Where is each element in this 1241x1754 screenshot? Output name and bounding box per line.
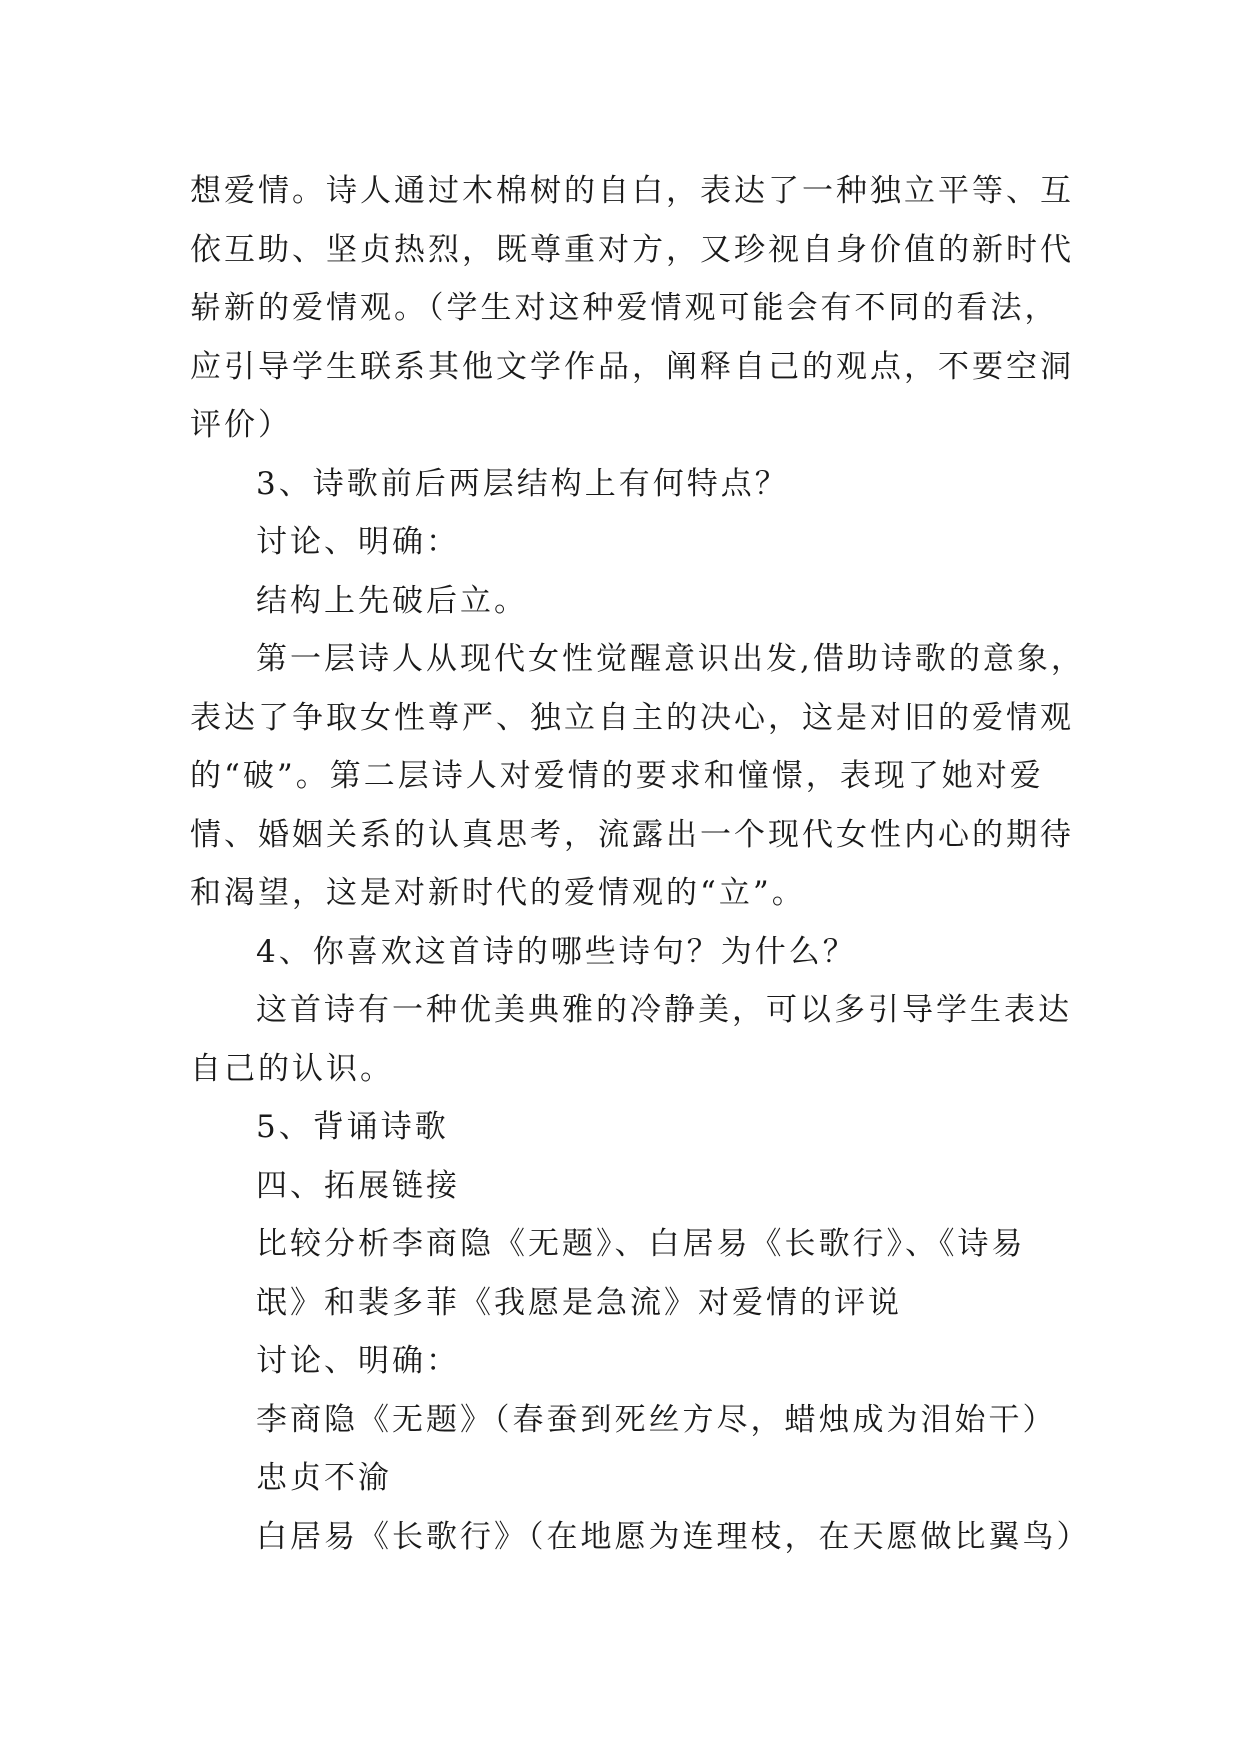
- text-line: 氓》和裴多菲《我愿是急流》对爱情的评说: [256, 1284, 902, 1321]
- question-3: 3、诗歌前后两层结构上有何特点？: [256, 465, 789, 502]
- paragraph-start: 这首诗有一种优美典雅的冷静美，可以多引导学生表达: [256, 992, 1072, 1028]
- text-line: 崭新的爱情观。（学生对这种爱情观可能会有不同的看法，: [190, 290, 1059, 326]
- text-line: 比较分析李商隐《无题》、白居易《长歌行》、《诗易: [256, 1226, 1026, 1262]
- text-line: 忠贞不渝: [256, 1460, 392, 1496]
- text-line: 情、婚姻关系的认真思考，流露出一个现代女性内心的期待: [190, 816, 1074, 853]
- text-line: 和渴望，这是对新时代的爱情观的“立”。: [190, 875, 806, 911]
- text-line: 自己的认识。: [190, 1050, 394, 1087]
- text-line: 想爱情。诗人通过木棉树的自白，表达了一种独立平等、互: [190, 173, 1074, 209]
- text-line: 评价）: [190, 407, 292, 443]
- text-line: 应引导学生联系其他文学作品，阐释自己的观点，不要空洞: [190, 348, 1074, 385]
- text-line: 的“破”。第二层诗人对爱情的要求和憧憬，表现了她对爱: [190, 758, 1044, 794]
- discussion-label: 讨论、明确：: [256, 524, 460, 560]
- text-line: 依互助、坚贞热烈，既尊重对方，又珍视自身价值的新时代: [190, 231, 1074, 268]
- text-line: 白居易《长歌行》（在地愿为连理枝，在天愿做比翼鸟）: [256, 1518, 1091, 1555]
- paragraph-start: 第一层诗人从现代女性觉醒意识出发,借助诗歌的意象，: [256, 641, 1085, 677]
- question-4: 4、你喜欢这首诗的哪些诗句？为什么？: [256, 933, 857, 970]
- text-line: 表达了争取女性尊严、独立自主的决心，这是对旧的爱情观: [190, 699, 1074, 736]
- text-line: 李商隐《无题》（春蚕到死丝方尽，蜡烛成为泪始干）: [256, 1401, 1057, 1438]
- question-5: 5、背诵诗歌: [256, 1109, 449, 1145]
- body-text: [190, 162, 1091, 1566]
- discussion-label: 讨论、明确：: [256, 1343, 460, 1379]
- text-line: 结构上先破后立。: [256, 582, 528, 619]
- section-heading: 四、拓展链接: [256, 1167, 460, 1204]
